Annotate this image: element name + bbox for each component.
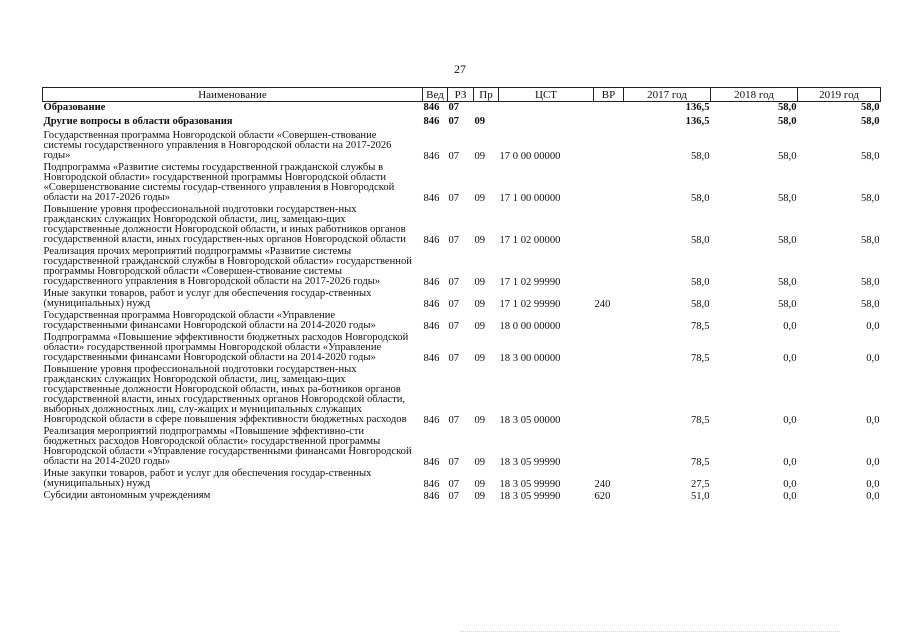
- row-name: Подпрограмма «Повышение эффективности бюджетных расходов Новгородской области» государственной программы Новгородской области «Управление государственными финансами Новгородской области на 2014-2020 годы»: [43, 332, 409, 363]
- row-pr: 09: [474, 321, 486, 332]
- row-name: Реализация мероприятий подпрограммы «Повышение эффективно-сти бюджетных расходов Новгородской области» государственной программы Новгородской области «Управление государственными финансами Новгородской области на 2014-2020 годы»: [43, 426, 412, 467]
- row-cst: 18 0 00 00000: [499, 321, 561, 332]
- row-value-2018: 0,0: [783, 491, 797, 502]
- row-value-2018: 58,0: [777, 151, 797, 162]
- table-row: [43, 288, 881, 310]
- row-vr: [594, 130, 624, 162]
- row-cst: 17 1 00 00000: [499, 193, 561, 204]
- row-vr: [594, 102, 624, 117]
- header-ved: Вед: [423, 88, 448, 102]
- page-number: 27: [454, 62, 466, 76]
- row-name: Образование: [43, 102, 106, 113]
- row-value-2017: 27,5: [690, 479, 710, 490]
- header-2017: 2017 год: [624, 88, 711, 102]
- row-rz: 07: [448, 321, 460, 332]
- header-cst: ЦСТ: [499, 88, 594, 102]
- row-name: Иные закупки товаров, работ и услуг для обеспечения государ-ственных (муниципальных) нужд: [43, 468, 372, 489]
- row-value-2018: 0,0: [783, 353, 797, 364]
- row-value-2018: 58,0: [777, 299, 797, 310]
- row-pr: 09: [474, 151, 486, 162]
- row-value-2019: 58,0: [860, 235, 880, 246]
- row-value-2019: 0,0: [866, 457, 880, 468]
- row-ved: 846: [423, 299, 440, 310]
- table-row: [43, 426, 881, 468]
- row-cst: 17 1 02 00000: [499, 235, 561, 246]
- row-ved: 846: [423, 457, 440, 468]
- row-value-2019: 58,0: [860, 102, 880, 113]
- row-cst: [499, 116, 594, 130]
- row-value-2019: 0,0: [866, 353, 880, 364]
- row-ved: 846: [423, 235, 440, 246]
- row-pr: 09: [474, 277, 486, 288]
- row-value-2018: 58,0: [777, 193, 797, 204]
- row-value-2017: 136,5: [685, 102, 710, 113]
- row-name: Иные закупки товаров, работ и услуг для обеспечения государ-ственных (муниципальных) нужд: [43, 288, 372, 309]
- row-value-2017: 58,0: [690, 151, 710, 162]
- row-vr: [594, 246, 624, 288]
- header-pr: Пр: [474, 88, 499, 102]
- row-vr: [594, 204, 624, 246]
- row-value-2017: 58,0: [690, 277, 710, 288]
- row-name: Субсидии автономным учреждениям: [43, 490, 211, 501]
- row-pr: 09: [474, 479, 486, 490]
- row-value-2017: 78,5: [690, 415, 710, 426]
- row-vr: [594, 332, 624, 364]
- row-pr: 09: [474, 415, 486, 426]
- row-rz: 07: [448, 491, 460, 502]
- row-rz: 07: [448, 151, 460, 162]
- header-rz: РЗ: [448, 88, 474, 102]
- row-value-2019: 0,0: [866, 415, 880, 426]
- row-vr: [594, 116, 624, 130]
- table-row: [43, 102, 881, 117]
- row-rz: 07: [448, 353, 460, 364]
- row-value-2017: 78,5: [690, 353, 710, 364]
- row-ved: 846: [423, 102, 440, 113]
- row-value-2019: 58,0: [860, 116, 880, 127]
- row-value-2018: 0,0: [783, 415, 797, 426]
- row-rz: 07: [448, 116, 460, 127]
- row-vr: [594, 310, 624, 332]
- row-pr: 09: [474, 491, 486, 502]
- header-2018: 2018 год: [711, 88, 798, 102]
- row-pr: 09: [474, 235, 486, 246]
- row-cst: 18 3 05 99990: [499, 491, 561, 502]
- table-body: [43, 102, 881, 503]
- row-ved: 846: [423, 193, 440, 204]
- row-value-2017: 58,0: [690, 193, 710, 204]
- table-row: [43, 204, 881, 246]
- header-vr: ВР: [594, 88, 624, 102]
- row-value-2019: 0,0: [866, 321, 880, 332]
- row-value-2017: 51,0: [690, 491, 710, 502]
- row-value-2019: 58,0: [860, 277, 880, 288]
- row-rz: 07: [448, 193, 460, 204]
- table-row: [43, 162, 881, 204]
- row-pr: 09: [474, 353, 486, 364]
- row-value-2018: 58,0: [777, 235, 797, 246]
- table-row: [43, 364, 881, 426]
- row-value-2018: 0,0: [783, 321, 797, 332]
- row-pr: 09: [474, 193, 486, 204]
- row-cst: 18 3 00 00000: [499, 353, 561, 364]
- row-name: Подпрограмма «Развитие системы государственной гражданской службы в Новгородской области» государственной программы Новгородской области «Совершенствование системы государ-ственного управления в Новгородской области на 2017-2026 годы»: [43, 162, 395, 203]
- row-pr: [474, 102, 499, 117]
- row-ved: 846: [423, 491, 440, 502]
- row-cst: 18 3 05 00000: [499, 415, 561, 426]
- table-row: [43, 310, 881, 332]
- row-value-2018: 58,0: [777, 102, 797, 113]
- header-name: Наименование: [43, 88, 423, 102]
- row-pr: 09: [474, 457, 486, 468]
- row-rz: 07: [448, 277, 460, 288]
- header-2019: 2019 год: [798, 88, 881, 102]
- row-value-2019: 58,0: [860, 151, 880, 162]
- row-rz: 07: [448, 415, 460, 426]
- row-rz: 07: [448, 102, 460, 113]
- budget-table: [42, 87, 881, 502]
- row-ved: 846: [423, 415, 440, 426]
- row-value-2019: 0,0: [866, 479, 880, 490]
- table-header-row: [43, 88, 881, 102]
- row-rz: 07: [448, 299, 460, 310]
- row-cst: 17 1 02 99990: [499, 299, 561, 310]
- row-value-2017: 78,5: [690, 321, 710, 332]
- row-vr: 240: [594, 299, 611, 310]
- row-value-2018: 58,0: [777, 277, 797, 288]
- table-row: [43, 246, 881, 288]
- row-cst: [499, 102, 594, 117]
- page-bottom-marks: [460, 631, 840, 635]
- table-row: [43, 130, 881, 162]
- row-value-2019: 58,0: [860, 193, 880, 204]
- row-ved: 846: [423, 151, 440, 162]
- row-value-2017: 58,0: [690, 299, 710, 310]
- row-ved: 846: [423, 116, 440, 127]
- table-row: [43, 116, 881, 130]
- row-value-2018: 0,0: [783, 479, 797, 490]
- row-name: Другие вопросы в области образования: [43, 116, 233, 127]
- row-vr: [594, 426, 624, 468]
- row-rz: 07: [448, 457, 460, 468]
- row-name: Повышение уровня профессиональной подготовки государствен-ных гражданских служащих Новгородской области, лиц, замещаю-щих государственные должности Новгородской области, и иных работников органов государственной власти, иных государствен-ных органов Новгородской области: [43, 204, 406, 245]
- row-name: Государственная программа Новгородской области «Управление государственными финансами Новгородской области на 2014-2020 годы»: [43, 310, 376, 331]
- row-vr: [594, 162, 624, 204]
- row-rz: 07: [448, 479, 460, 490]
- row-value-2017: 136,5: [685, 116, 710, 127]
- table-row: [43, 490, 881, 502]
- row-name: Государственная программа Новгородской области «Совершен-ствование системы государственного управления в Новгородской области на 2017-2026 годы»: [43, 130, 392, 161]
- row-value-2018: 0,0: [783, 457, 797, 468]
- row-vr: 620: [594, 491, 611, 502]
- row-cst: 18 3 05 99990: [499, 479, 561, 490]
- row-value-2019: 58,0: [860, 299, 880, 310]
- row-cst: 17 1 02 99990: [499, 277, 561, 288]
- row-value-2019: 0,0: [866, 491, 880, 502]
- row-ved: 846: [423, 353, 440, 364]
- row-vr: 240: [594, 479, 611, 490]
- row-ved: 846: [423, 479, 440, 490]
- row-rz: 07: [448, 235, 460, 246]
- row-name: Реализация прочих мероприятий подпрограммы «Развитие системы государственной гражданской службы в Новгородской области» государственной программы Новгородской области «Совершен-ствование системы государственного управления в Новгородской области на 2017-2026 годы»: [43, 246, 412, 287]
- row-value-2017: 78,5: [690, 457, 710, 468]
- row-value-2018: 58,0: [777, 116, 797, 127]
- row-vr: [594, 364, 624, 426]
- row-cst: 18 3 05 99990: [499, 457, 561, 468]
- row-ved: 846: [423, 321, 440, 332]
- row-pr: 09: [474, 299, 486, 310]
- row-cst: 17 0 00 00000: [499, 151, 561, 162]
- row-pr: 09: [474, 116, 486, 127]
- row-ved: 846: [423, 277, 440, 288]
- table-row: [43, 332, 881, 364]
- row-name: Повышение уровня профессиональной подготовки государствен-ных гражданских служащих Новгородской области, лиц, замещаю-щих государственные должности Новгородской области, иных ра-ботников органов государственной власти, иных государственных органов Новгородской области, выборных должностных лиц, слу-жащих и муниципальных служащих Новгородской области в сфере повышения эффективности бюджетных расходов: [43, 364, 407, 425]
- table-row: [43, 468, 881, 490]
- row-value-2017: 58,0: [690, 235, 710, 246]
